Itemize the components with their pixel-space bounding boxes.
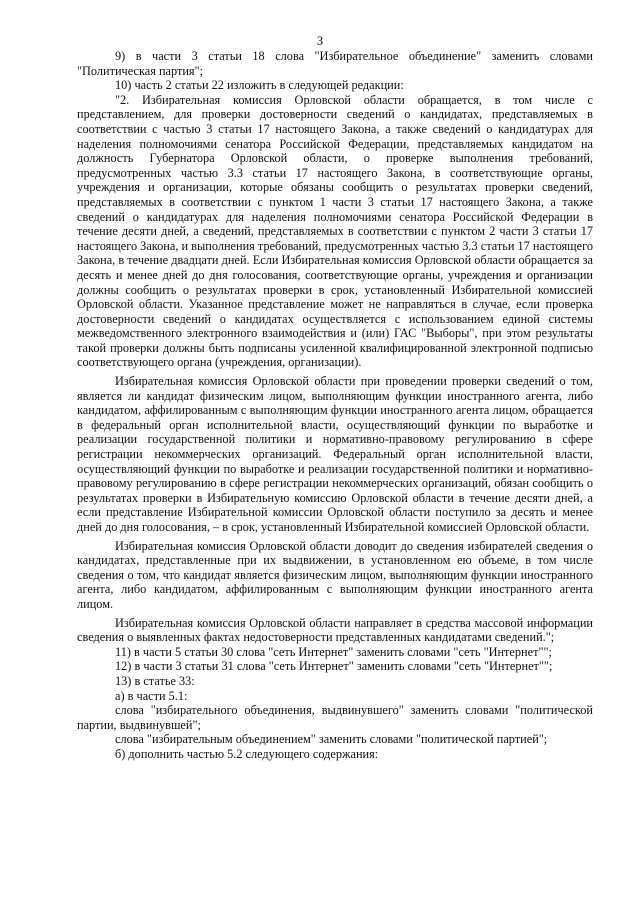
paragraph-item-11: 11) в части 5 статьи 30 слова "сеть Интернет" заменить словами "сеть "Интернет""; — [115, 644, 552, 659]
paragraph-voter-information: Избирательная комиссия Орловской области доводит до сведения избирателей сведения о кандидатах, представленные при их выдвижении, в установленном ею объеме, в том числе сведения о том, что кандидат является физическим лицом, выполняющим функции иностранного агента, либо кандидатом, аффилированным с выполняющим функции иностранного агента лицом. — [77, 538, 593, 611]
paragraph-foreign-agent-check: Избирательная комиссия Орловской области при проведении проверки сведений о том, является ли кандидат физическим лицом, выполняющим функции иностранного агента, либо кандидатом, аффилированным с выполняющим функции иностранного агента лицом, обращается в федеральный орган исполнительной власти, осуществляющий функции по выработке и реализации государственной политики и нормативно-правовому регулированию в сфере регистрации некоммерческих организаций. Федеральный орган исполнительной власти, осуществляющий функции по выработке и реализации государственной политики и нормативно-правовому регулированию в сфере регистрации некоммерческих организаций, обязан сообщить о результатах проверки в Избирательную комиссию Орловской области в течение десяти дней, а если представление Избирательной комиссии Орловской области поступило за десять и менее дней до дня голосования, – в срок, установленный Избирательной комиссией Орловской области. — [77, 374, 593, 534]
paragraph-media-information: Избирательная комиссия Орловской области направляет в средства массовой информации сведения о выявленных фактах недостоверности представленных кандидатами сведений."; — [77, 615, 593, 645]
paragraph-subitem-a: а) в части 5.1: — [115, 688, 188, 703]
paragraph-words-replace-2: слова "избирательным объединением" заменить словами "политической партией"; — [115, 732, 548, 747]
page-number: 3 — [316, 34, 324, 48]
paragraph-item-13: 13) в статье 33: — [115, 673, 195, 688]
paragraph-part-2-article-22: "2. Избирательная комиссия Орловской области обращается, в том числе с представлением, для проверки достоверности сведений о кандидатах, представляемых в соответствии с частью 3 статьи 17 настоящего Закона, а также сведений о кандидатурах для наделения полномочиями сенатора Российской Федерации, представляемых кандидатом на должность Губернатора Орловской области, о проверке выполнения требований, предусмотренных частью 3.3 статьи 17 настоящего Закона, в соответствующие органы, учреждения и организации, которые обязаны сообщить о результатах проверки сведений, представляемых в соответствии с пунктом 1 части 3 статьи 17 настоящего Закона, а также сведений о кандидатурах для наделения полномочиями сенатора Российской Федерации в течение десяти дней, а сведений, представляемых в соответствии с пунктом 2 части 3 статьи 17 настоящего Закона, и выполнения требований, предусмотренных частью 3.3 статьи 17 настоящего Закона, в течение двадцати дней. Если Избирательная комиссия Орловской области обращается за десять и менее дней до дня голосования, соответствующие органы, учреждения и организации должны сообщить о результатах проверки в срок, установленный Избирательной комиссией Орловской области. Указанное представление может не направляться в случае, если проверка достоверности сведений о кандидатах осуществляется с использованием единой системы межведомственного электронного взаимодействия и (или) ГАС "Выборы", при этом результаты такой проверки должны быть подписаны усиленной квалифицированной электронной подписью соответствующего органа (учреждения, организации). — [77, 92, 593, 370]
paragraph-item-9: 9) в части 3 статьи 18 слова "Избирательное объединение" заменить словами "Политическая партия"; — [77, 49, 593, 78]
paragraph-item-12: 12) в части 3 статьи 31 слова "сеть Интернет" заменить словами "сеть "Интернет""; — [115, 659, 553, 674]
paragraph-item-10: 10) часть 2 статьи 22 изложить в следующей редакции: — [115, 78, 404, 93]
document-body — [77, 49, 593, 762]
paragraph-words-replace-1: слова "избирательного объединения, выдвинувшего" заменить словами "политической партии, выдвинувшей"; — [77, 703, 593, 732]
paragraph-subitem-b: б) дополнить частью 5.2 следующего содержания: — [115, 746, 379, 761]
